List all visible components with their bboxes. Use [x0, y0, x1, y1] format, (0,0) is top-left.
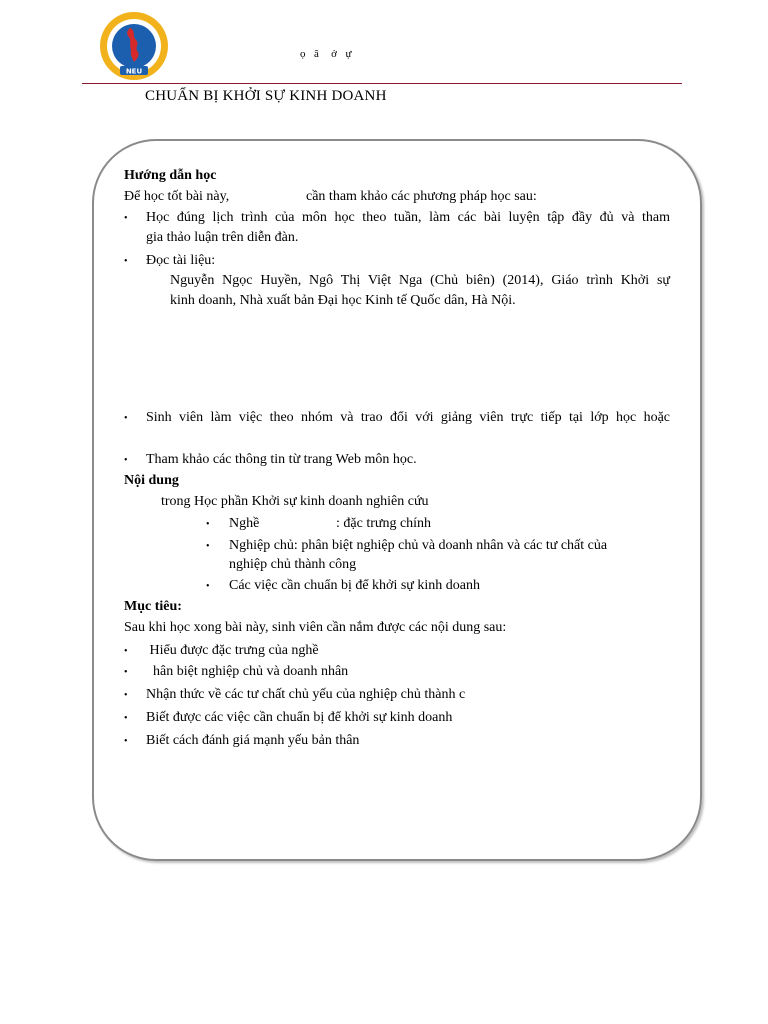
svg-text:NEU: NEU — [125, 67, 143, 76]
goal-item: Nhận thức về các tư chất chủ yếu của nghiệp chủ thành c — [146, 687, 466, 702]
goal-item: Biết được các việc cần chuẩn bị để khởi sự kinh doanh — [146, 710, 453, 725]
goals-intro: Sau khi học xong bài này, sinh viên cần nắm được các nội dung sau: — [124, 620, 507, 635]
bullet: • — [206, 541, 210, 552]
header-text: ọ â ở ự — [300, 48, 353, 60]
guide-bullet-2: Đọc tài liệu: — [146, 253, 216, 268]
guide-bullet-3: Sinh viên làm việc theo nhóm và trao đổi với giảng viên trực tiếp tại lớp học hoặc — [146, 410, 670, 425]
bullet: • — [124, 713, 128, 724]
bullet: • — [206, 519, 210, 530]
guide-bullet-1-line2: gia thảo luận trên diễn đàn. — [146, 230, 299, 245]
content-heading: Nội dung — [124, 473, 179, 488]
bullet: • — [124, 213, 128, 224]
guide-bullet-4: Tham khảo các thông tin từ trang Web môn học. — [146, 452, 417, 467]
reference-line2: kinh doanh, Nhà xuất bản Đại học Kinh tế Quốc dân, Hà Nội. — [170, 293, 516, 308]
content-item-2-line1: Nghiệp chủ: phân biệt nghiệp chủ và doanh nhân và các tư chất của — [229, 538, 608, 553]
guide-heading: Hướng dẫn học — [124, 168, 217, 183]
bullet: • — [124, 455, 128, 466]
bullet: • — [124, 667, 128, 678]
header-divider — [82, 83, 682, 84]
content-intro: trong Học phần Khởi sự kinh doanh nghiên cứu — [161, 494, 429, 509]
bullet: • — [206, 581, 210, 592]
content-item-3: Các việc cần chuẩn bị để khởi sự kinh doanh — [229, 578, 480, 593]
goal-item: hân biệt nghiệp chủ và doanh nhân — [146, 664, 349, 679]
bullet: • — [124, 646, 128, 657]
university-logo — [94, 10, 174, 82]
content-item-1a: Nghề — [229, 516, 260, 531]
document-title: CHUẨN BỊ KHỞI SỰ KINH DOANH — [145, 88, 387, 104]
guide-bullet-1-line1: Học đúng lịch trình của môn học theo tuần, làm các bài luyện tập đầy đủ và tham — [146, 210, 670, 225]
goals-heading: Mục tiêu: — [124, 599, 182, 614]
guide-intro-a: Để học tốt bài này, — [124, 189, 230, 204]
bullet: • — [124, 736, 128, 747]
bullet: • — [124, 413, 128, 424]
bullet: • — [124, 256, 128, 267]
goal-item: Hiểu được đặc trưng của nghề — [146, 643, 319, 658]
bullet: • — [124, 690, 128, 701]
reference-line1: Nguyễn Ngọc Huyền, Ngô Thị Việt Nga (Chủ biên) (2014), Giáo trình Khởi sự — [170, 273, 670, 288]
guide-intro-b: cần tham khảo các phương pháp học sau: — [306, 189, 537, 204]
content-item-2-line2: nghiệp chủ thành công — [229, 557, 357, 572]
content-item-1b: : đặc trưng chính — [336, 516, 432, 531]
goal-item: Biết cách đánh giá mạnh yếu bản thân — [146, 733, 360, 748]
